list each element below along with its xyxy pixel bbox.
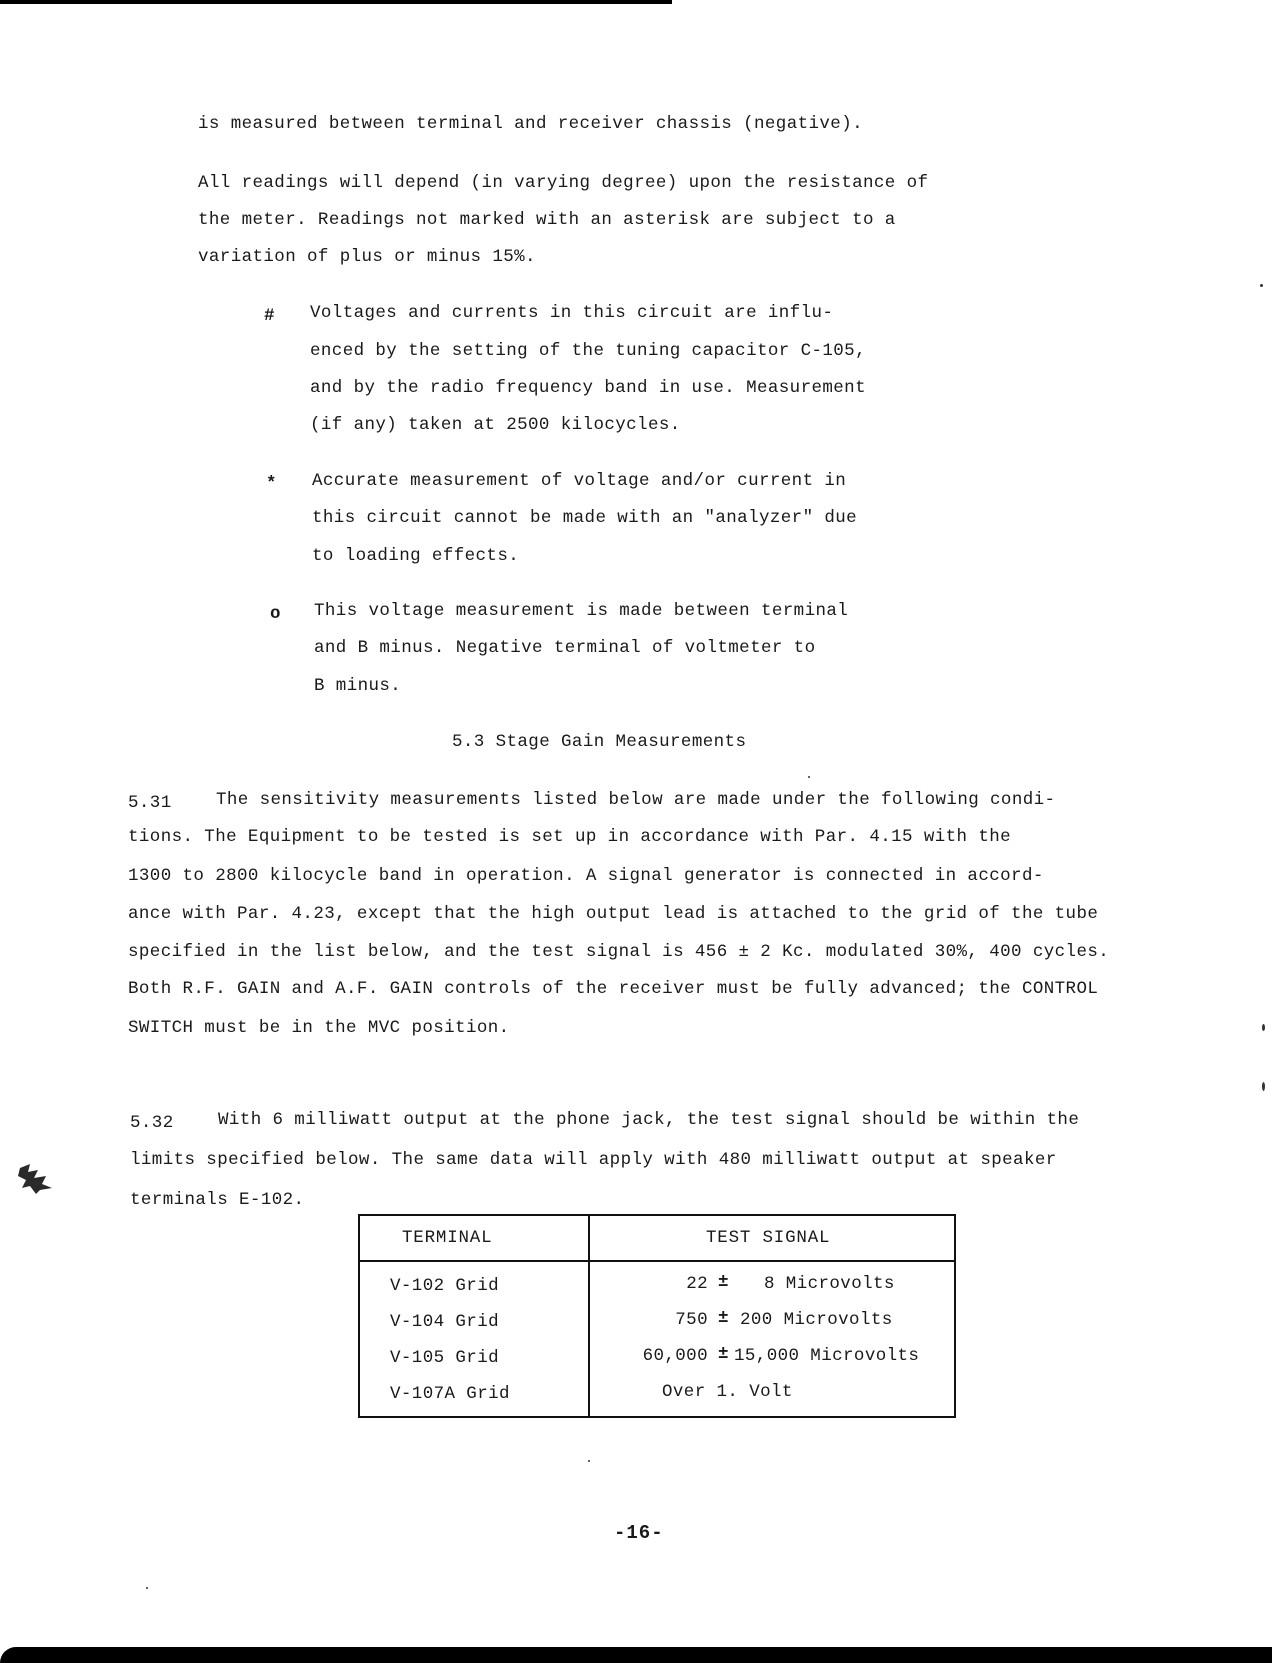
note-hash-line-3: and by the radio frequency band in use. Measurement — [310, 378, 866, 398]
row-terminal: V-104 Grid — [390, 1312, 500, 1332]
para-531-line-2: tions. The Equipment to be tested is set up in accordance with Par. 4.15 with the — [128, 827, 1012, 847]
note-circle-line-3: B minus. — [314, 676, 402, 696]
scan-speck — [1260, 284, 1263, 287]
row-value: 60,000 — [642, 1346, 708, 1366]
note-symbol-circle: o — [270, 604, 281, 624]
header-test-signal: TEST SIGNAL — [706, 1228, 831, 1248]
scan-edge-bottom — [0, 1647, 1272, 1663]
para-531-line-5: specified in the list below, and the test signal is 456 ± 2 Kc. modulated 30%, 400 cycles. — [128, 942, 1110, 962]
scan-speck — [1262, 1082, 1265, 1091]
note-circle-line-1: This voltage measurement is made between terminal — [314, 601, 849, 621]
note-hash-line-2: enced by the setting of the tuning capacitor C-105, — [310, 341, 866, 361]
row-terminal: V-105 Grid — [390, 1348, 500, 1368]
para-532-line-2: limits specified below. The same data will apply with 480 milliwatt output at speaker — [130, 1150, 1057, 1170]
row-terminal: V-102 Grid — [390, 1276, 500, 1296]
intro-line-4: variation of plus or minus 15%. — [198, 247, 536, 267]
note-symbol-hash: # — [264, 306, 275, 326]
test-signal-table — [358, 1214, 956, 1418]
page-number: -16- — [614, 1522, 664, 1544]
intro-line-2: All readings will depend (in varying degree) upon the resistance of — [198, 173, 929, 193]
scan-speck — [588, 1460, 590, 1462]
note-hash-line-1: Voltages and currents in this circuit are influ- — [310, 303, 834, 323]
para-532-line-1: With 6 milliwatt output at the phone jack, the test signal should be within the — [218, 1110, 1080, 1130]
section-heading: 5.3 Stage Gain Measurements — [452, 732, 747, 752]
row-value: Over 1. Volt — [662, 1382, 793, 1402]
note-asterisk-line-3: to loading effects. — [312, 546, 520, 566]
note-symbol-asterisk: * — [266, 474, 277, 494]
para-532-number: 5.32 — [130, 1113, 174, 1133]
scan-speck — [1262, 1024, 1265, 1031]
plus-minus-sign: ± — [718, 1272, 729, 1292]
header-terminal: TERMINAL — [402, 1228, 493, 1248]
note-asterisk-line-2: this circuit cannot be made with an "analyzer" due — [312, 508, 858, 528]
intro-line-3: the meter. Readings not marked with an asterisk are subject to a — [198, 210, 896, 230]
ink-blot-mark — [16, 1160, 56, 1196]
scan-speck — [808, 776, 810, 778]
note-asterisk-line-1: Accurate measurement of voltage and/or current in — [312, 471, 847, 491]
table-column-divider — [588, 1216, 590, 1416]
row-tolerance: 15,000 Microvolts — [734, 1346, 920, 1366]
scan-edge-top — [0, 0, 672, 4]
note-hash-line-4: (if any) taken at 2500 kilocycles. — [310, 415, 681, 435]
plus-minus-sign: ± — [718, 1308, 729, 1328]
para-531-line-1: The sensitivity measurements listed below are made under the following condi- — [216, 790, 1056, 810]
note-circle-line-2: and B minus. Negative terminal of voltmeter to — [314, 638, 816, 658]
para-531-line-3: 1300 to 2800 kilocycle band in operation. A signal generator is connected in accord- — [128, 866, 1044, 886]
para-531-line-6: Both R.F. GAIN and A.F. GAIN controls of the receiver must be fully advanced; the CONTROL — [128, 979, 1099, 999]
para-531-line-7: SWITCH must be in the MVC position. — [128, 1018, 510, 1038]
row-tolerance: 200 Microvolts — [740, 1310, 893, 1330]
para-532-line-3: terminals E-102. — [130, 1190, 305, 1210]
intro-line-1: is measured between terminal and receiver chassis (negative). — [198, 114, 864, 134]
para-531-line-4: ance with Par. 4.23, except that the high output lead is attached to the grid of the tube — [128, 904, 1099, 924]
scan-speck — [146, 1587, 148, 1589]
row-value: 22 — [686, 1274, 708, 1294]
plus-minus-sign: ± — [718, 1344, 729, 1364]
row-value: 750 — [675, 1310, 708, 1330]
table-header-divider — [360, 1260, 954, 1262]
para-531-number: 5.31 — [128, 793, 172, 813]
row-tolerance: 8 Microvolts — [764, 1274, 895, 1294]
row-terminal: V-107A Grid — [390, 1384, 510, 1404]
